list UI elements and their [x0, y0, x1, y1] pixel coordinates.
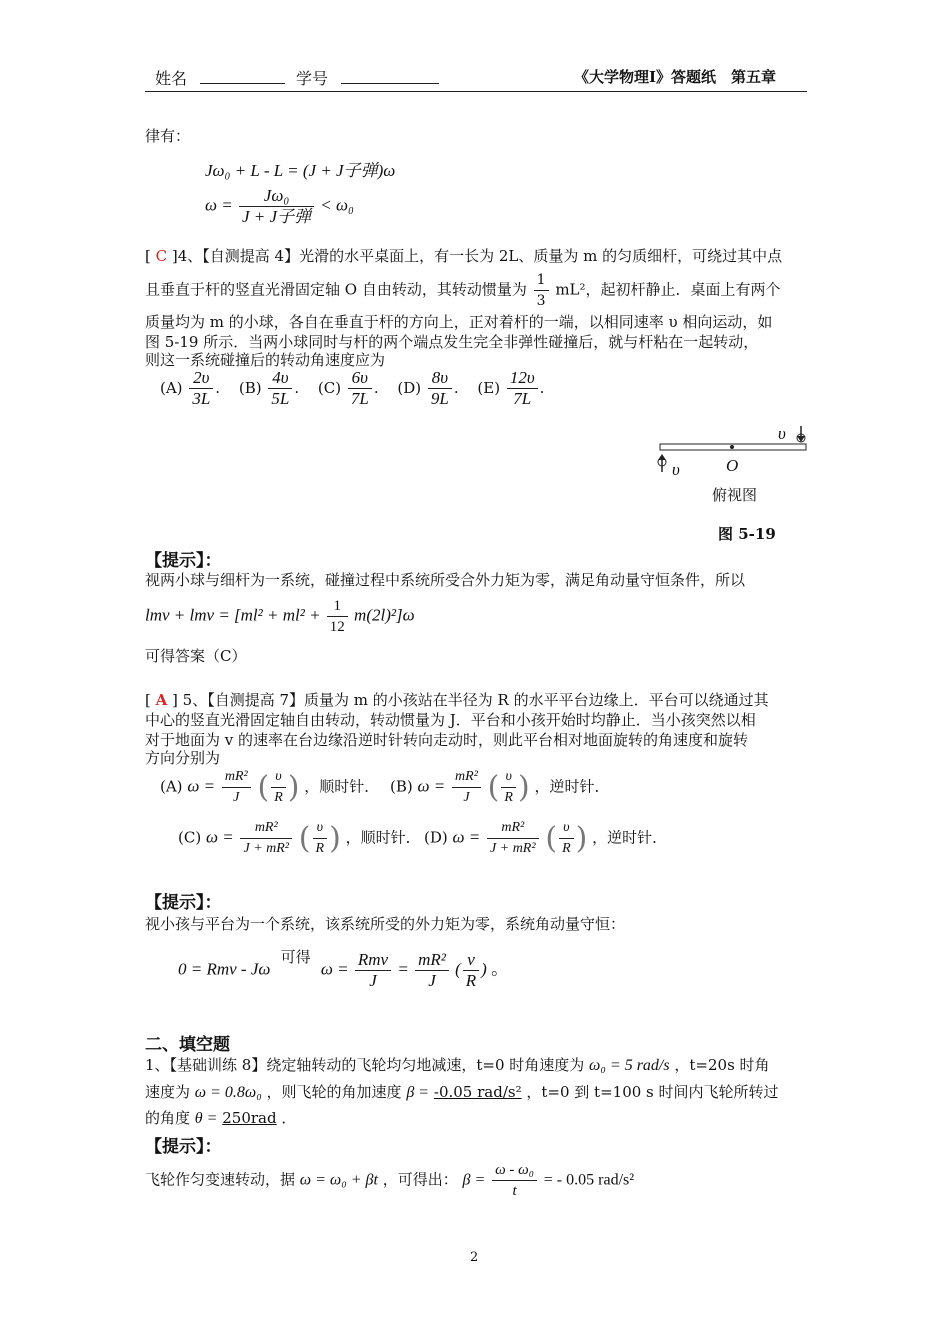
student-id-blank[interactable]	[341, 69, 439, 84]
q5-line-2: 中心的竖直光滑固定轴自由转动，转动惯量为 J．平台和小孩开始时均静止．当小孩突然以相	[145, 711, 756, 729]
q5-option-a[interactable]: (A) ω = $\frac{\text{mR²}}{J}$ ( $\frac{\upsilon}{R}$ ) ，顺时针．	[160, 769, 380, 805]
q4-line-3: 质量均为 m 的小球，各自在垂直于杆的方向上，正对着杆的一端，以相同速率 υ 相向运动，如	[145, 313, 773, 331]
s2-q1-line-2: 速度为 ω = 0.8ω₀ ，则飞轮的角加速度 β = -0.05 rad/s² ，t=0 到 t=100 s 时间内飞轮所转过	[145, 1083, 779, 1101]
name-label: 姓名	[155, 66, 285, 89]
s2-q1-answer-2[interactable]: 250rad	[222, 1109, 277, 1127]
q5-option-c[interactable]: (C) ω = $\frac{\text{mR²}}{\text{J + mR²}}$ ( $\frac{\upsilon}{R}$ ) ，顺时针．	[178, 820, 421, 856]
q5-line-1: [ A ] 5、【自测提高 7】质量为 m 的小孩站在半径为 R 的水平平台边缘上．平台可以绕通过其	[145, 691, 769, 709]
page-number: 2	[470, 1250, 479, 1265]
header-rule	[145, 91, 807, 92]
intro-text: 律有：	[145, 127, 191, 145]
s2-q1-line-3: 的角度 θ = 250rad ．	[145, 1109, 297, 1127]
q4-option-e[interactable]: (E) $\frac{12\upsilon}{7L}$ .	[477, 368, 545, 408]
q4-conclusion: 可得答案（C）	[145, 647, 247, 665]
intro-equation-1: Jω₀ + L - L = (J + J子弹)ω	[205, 161, 396, 180]
name-blank[interactable]	[200, 69, 285, 84]
arrow-left-head	[658, 454, 666, 460]
s2-hint-line: 飞轮作匀变速转动，据 ω = ω₀ + βt ，可得出： β = $\frac{\text{ω - ω₀}}{t}$ = - 0.05 rad/s²	[145, 1162, 635, 1199]
q4-option-c[interactable]: (C) $\frac{6\upsilon}{7L}$ .	[317, 368, 384, 408]
q5-hint-title: 【提示】：	[145, 893, 222, 913]
q4-line-1: [ C ]4、【自测提高 4】光滑的水平桌面上，有一长为 2L、质量为 m 的匀质细杆，可绕过其中点	[145, 247, 783, 265]
fig-caption: 俯视图	[712, 486, 758, 504]
q4-option-a[interactable]: (A) $\frac{2\upsilon}{3L}$ .	[160, 368, 225, 408]
q4-hint-equation: lmv + lmv = [ml² + ml² + $\frac{1}{12}$ m(2l)²]ω	[145, 598, 415, 635]
q4-options	[160, 368, 544, 409]
q5-hint-equation: 0 = Rmv - Jω 可得 ω = $\frac{\text{Rmv}}{J}$ = $\frac{\text{mR²}}{J}$ ( $\frac{v}{R}$ ) 。	[178, 950, 509, 990]
q4-hint-title: 【提示】：	[145, 551, 222, 571]
q5-line-3: 对于地面为 v 的速率在台边缘沿逆时针转向走动时，则此平台相对地面旋转的角速度和旋转	[145, 731, 749, 749]
s2-q1-answer-1[interactable]: -0.05 rad/s²	[433, 1083, 522, 1101]
q5-line-4: 方向分别为	[145, 749, 221, 767]
intro-equation-2: ω = $\frac{\text{Jω₀}}{\text{J + J子弹}}$ < ω₀	[205, 186, 354, 226]
fig-o: O	[726, 456, 739, 475]
q4-line-2: 且垂直于杆的竖直光滑固定轴 O 自由转动，其转动惯量为 $\frac{1}{3}$ mL²，起初杆静止．桌面上有两个	[145, 272, 781, 309]
q5-option-b[interactable]: (B) ω = $\frac{\text{mR²}}{J}$ ( $\frac{\upsilon}{R}$ ) ，逆时针．	[390, 769, 610, 805]
q4-answer: C	[155, 247, 168, 265]
q5-answer: A	[155, 691, 168, 709]
s2-q1-line-1: 1、【基础训练 8】绕定轴转动的飞轮均匀地减速，t=0 时角速度为 ω₀ = 5 rad/s ，t=20s 时角	[145, 1056, 770, 1074]
fig-number: 图 5-19	[718, 525, 776, 543]
q4-line-5: 则这一系统碰撞后的转动角速度应为	[145, 351, 386, 369]
fig-v-bottom: υ	[672, 460, 680, 479]
fig-v-top: υ	[778, 424, 786, 443]
s2-hint-title: 【提示】：	[145, 1137, 222, 1157]
q4-line-4: 图 5-19 所示．当两小球同时与杆的两个端点发生完全非弹性碰撞后，就与杆粘在一起转动，	[145, 333, 759, 351]
q4-option-d[interactable]: (D) $\frac{8\upsilon}{9L}$ .	[397, 368, 464, 408]
course-title: 《大学物理Ⅰ》答题纸 第五章	[574, 68, 777, 86]
student-id-label: 学号	[296, 66, 439, 89]
q4-hint-text: 视两小球与细杆为一系统，碰撞过程中系统所受合外力矩为零，满足角动量守恒条件，所以	[145, 571, 746, 589]
q5-hint-text: 视小孩与平台为一个系统，该系统所受的外力矩为零，系统角动量守恒：	[145, 915, 626, 933]
q5-option-d[interactable]: (D) ω = $\frac{\text{mR²}}{\text{J + mR²}}$ ( $\frac{\upsilon}{R}$ ) ，逆时针．	[424, 820, 668, 856]
q4-option-b[interactable]: (B) $\frac{4\upsilon}{5L}$ .	[238, 368, 304, 408]
pivot-point	[730, 445, 734, 449]
section-2-title: 二、填空题	[145, 1035, 230, 1055]
